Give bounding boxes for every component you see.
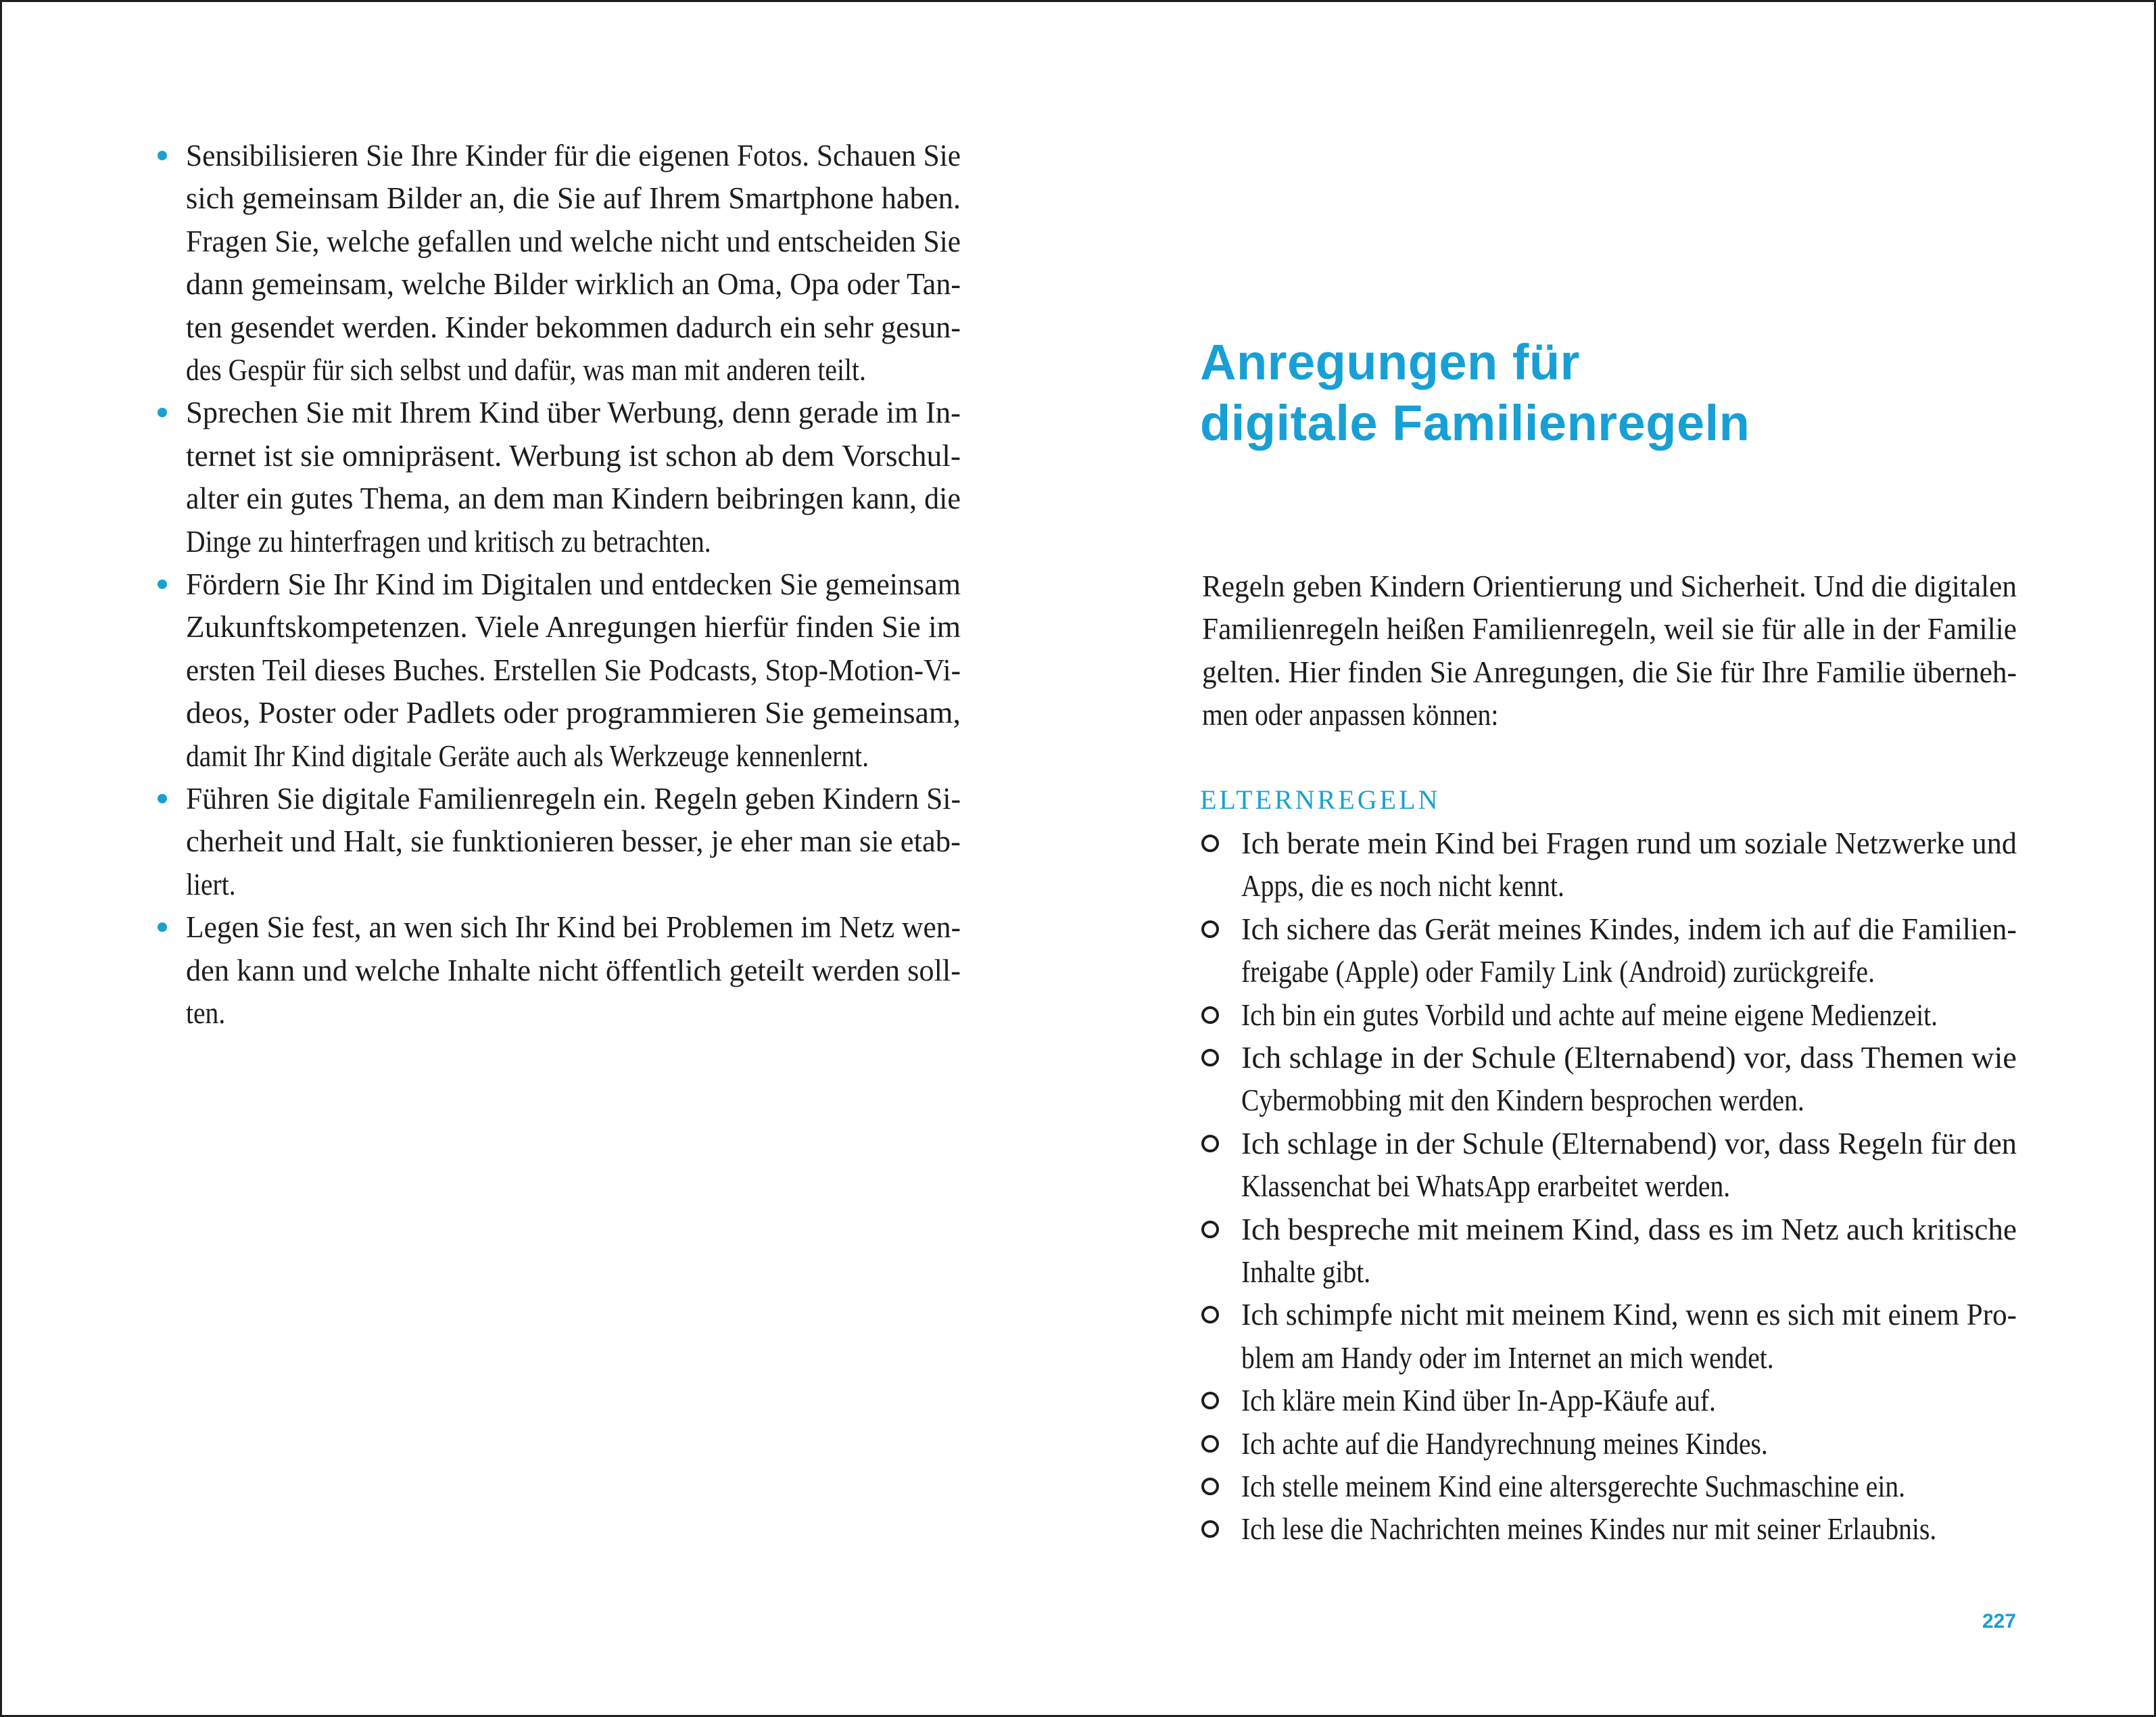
bullet-text-line: Sprechen Sie mit Ihrem Kind über Werbung, denn gerade im In- [186, 395, 961, 430]
intro-line: Regeln geben Kindern Orientierung und Sicherheit. Und die digitalen [1202, 569, 2017, 603]
checklist-text-line: Ich kläre mein Kind über In-App-Käufe auf. [1241, 1383, 1716, 1418]
empty-circle-checkbox-icon[interactable] [1201, 1135, 1219, 1152]
checklist-text-line: Ich achte auf die Handyrechnung meines Kindes. [1241, 1426, 1768, 1461]
bullet-text-line: Zukunftskompetenzen. Viele Anregungen hierfür finden Sie im [186, 609, 961, 644]
empty-circle-checkbox-icon[interactable] [1201, 1221, 1219, 1238]
bullet-text-line: Fördern Sie Ihr Kind im Digitalen und entdecken Sie gemeinsam [186, 567, 961, 601]
bullet-text-line: deos, Poster oder Padlets oder programmieren Sie gemeinsam, [186, 695, 961, 730]
checklist-text-line: Ich schimpfe nicht mit meinem Kind, wenn es sich mit einem Pro- [1241, 1297, 2017, 1332]
bullet-text-line: alter ein gutes Thema, an dem man Kindern beibringen kann, die [186, 481, 961, 516]
bullet-text-line: Legen Sie fest, an wen sich Ihr Kind bei Problemen im Netz wen- [186, 910, 961, 945]
bullet-dot-icon [158, 922, 167, 932]
page-heading-line-1: Anregungen für [1200, 334, 1580, 390]
empty-circle-checkbox-icon[interactable] [1201, 1006, 1219, 1024]
checklist-text-line: Ich schlage in der Schule (Elternabend) vor, dass Themen wie [1241, 1040, 2017, 1075]
bullet-text-line: liert. [186, 866, 236, 901]
checklist-text-line: Cybermobbing mit den Kindern besprochen werden. [1241, 1083, 1804, 1118]
bullet-text-line: dann gemeinsam, welche Bilder wirklich an Oma, Opa oder Tan- [186, 266, 961, 302]
intro-line: gelten. Hier finden Sie Anregungen, die Sie für Ihre Familie überneh- [1202, 654, 2017, 689]
bullet-text-line: Sensibilisieren Sie Ihre Kinder für die eigenen Fotos. Schauen Sie [186, 138, 961, 172]
checklist-text-line: Ich bespreche mit meinem Kind, dass es im Netz auch kritische [1241, 1211, 2017, 1246]
checklist-text-line: freigabe (Apple) oder Family Link (Android) zurückgreife. [1241, 954, 1875, 989]
checklist-text-line: blem am Handy oder im Internet an mich wendet. [1241, 1340, 1774, 1375]
checklist-text-line: Ich lese die Nachrichten meines Kindes nur mit seiner Erlaubnis. [1241, 1511, 1937, 1547]
empty-circle-checkbox-icon[interactable] [1201, 1520, 1219, 1538]
checklist-text-line: Ich bin ein gutes Vorbild und achte auf meine eigene Medienzeit. [1241, 997, 1938, 1032]
bullet-text-line: Fragen Sie, welche gefallen und welche nicht und entscheiden Sie [186, 223, 961, 258]
bullet-text-line: damit Ihr Kind digitale Geräte auch als Werkzeuge kennenlernt. [186, 738, 869, 773]
checklist-text-line: Ich berate mein Kind bei Fragen rund um soziale Netzwerke und [1241, 826, 2017, 860]
checklist-text-line: Ich stelle meinem Kind eine altersgerechte Suchmaschine ein. [1241, 1469, 1906, 1503]
checklist-text-line: Ich schlage in der Schule (Elternabend) vor, dass Regeln für den [1241, 1125, 2017, 1160]
checklist-text-line: Apps, die es noch nicht kennt. [1241, 868, 1564, 903]
bullet-text-line: Führen Sie digitale Familienregeln ein. Regeln geben Kindern Si- [186, 781, 961, 816]
page-number: 227 [1982, 1610, 2017, 1632]
bullet-text-line: den kann und welche Inhalte nicht öffentlich geteilt werden soll- [186, 952, 961, 987]
empty-circle-checkbox-icon[interactable] [1201, 1306, 1219, 1323]
bullet-text-line: ersten Teil dieses Buches. Erstellen Sie Podcasts, Stop-Motion-Vi- [186, 652, 961, 687]
empty-circle-checkbox-icon[interactable] [1201, 834, 1219, 852]
page-heading-line-2: digitale Familienregeln [1200, 395, 1750, 451]
checklist-text-line: Ich sichere das Gerät meines Kindes, indem ich auf die Familien- [1241, 911, 2017, 946]
bullet-text-line: ten. [186, 995, 226, 1030]
bullet-text-line: sich gemeinsam Bilder an, die Sie auf Ihrem Smartphone haben. [186, 181, 961, 216]
empty-circle-checkbox-icon[interactable] [1201, 1435, 1219, 1453]
bullet-text-line: ten gesendet werden. Kinder bekommen dadurch ein sehr gesun- [186, 309, 961, 344]
bullet-text-line: Dinge zu hinterfragen und kritisch zu betrachten. [186, 523, 711, 559]
empty-circle-checkbox-icon[interactable] [1201, 1478, 1219, 1495]
bullet-dot-icon [158, 794, 167, 803]
bullet-text-line: des Gespür für sich selbst und dafür, was man mit anderen teilt. [186, 352, 866, 387]
intro-line: Familienregeln heißen Familienregeln, weil sie für alle in der Familie [1202, 611, 2017, 646]
bullet-text-line: ternet ist sie omnipräsent. Werbung ist schon ab dem Vorschul- [186, 438, 961, 473]
checklist-text-line: Klassenchat bei WhatsApp erarbeitet werden. [1241, 1169, 1731, 1204]
bullet-dot-icon [158, 151, 167, 160]
bullet-dot-icon [158, 408, 167, 417]
bullet-dot-icon [158, 580, 167, 589]
empty-circle-checkbox-icon[interactable] [1201, 1049, 1219, 1066]
bullet-text-line: cherheit und Halt, sie funktionieren besser, je eher man sie etab- [186, 824, 961, 859]
section-label-elternregeln: ELTERNREGELN [1200, 784, 1441, 815]
intro-line: men oder anpassen können: [1202, 697, 1499, 732]
empty-circle-checkbox-icon[interactable] [1201, 1392, 1219, 1409]
checklist-text-line: Inhalte gibt. [1241, 1254, 1371, 1289]
empty-circle-checkbox-icon[interactable] [1201, 920, 1219, 938]
